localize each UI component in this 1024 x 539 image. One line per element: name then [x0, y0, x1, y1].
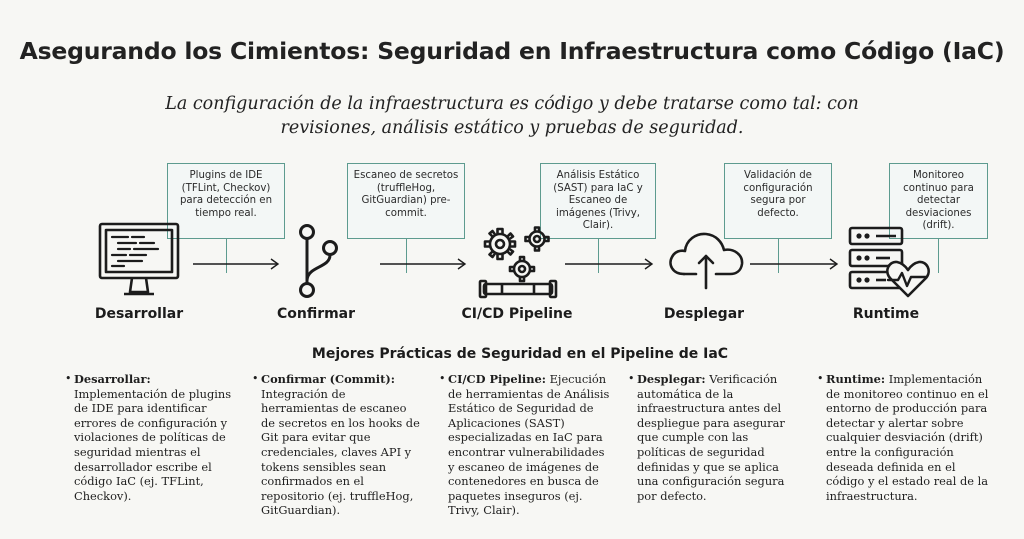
callout-runtime: Monitoreo continuo para detectar desviaciones (drift).: [889, 163, 988, 239]
page-subtitle: La configuración de la infraestructura es código y debe tratarse como tal: con revisiones, análisis estático y pruebas de seguridad.: [165, 94, 859, 138]
callout-desplegar: Validación de configuración segura por defecto.: [724, 163, 832, 239]
practice-desplegar: • Desplegar: Verificación automática de la infraestructura antes del despliegue para asegurar que cumple con las políticas de seguridad definidas y que se aplica una configuración segura por defecto.: [628, 372, 785, 503]
practice-confirmar: • Confirmar (Commit): Integración de herramientas de escaneo de secretos en los hooks de Git para evitar que credenciales, claves API y tokens sensibles sean confirmados en el repositorio (ej. truffleHog, GitGuardian).: [252, 372, 420, 518]
stage-label-cicd: CI/CD Pipeline: [461, 306, 573, 322]
practice-term: Confirmar (Commit):: [261, 372, 395, 386]
practice-runtime: • Runtime: Implementación de monitoreo continuo en el entorno de producción para detectar y alertar sobre cualquier desviación (drift) entre la configuración deseada definida en el código y el estado real de la infraestructura.: [817, 372, 989, 503]
callout-desarrollar: Plugins de IDE (TFLint, Checkov) para detección en tiempo real.: [167, 163, 285, 239]
callout-connector: [938, 239, 939, 273]
practice-term: Desplegar:: [637, 372, 706, 386]
practice-text: Implementación de monitoreo continuo en el entorno de producción para detectar y alertar sobre cualquier desviación (drift) entre la configuración deseada definida en el código y el estado real de la infraestructura.: [826, 372, 989, 503]
gears-pipe-icon: [478, 222, 558, 302]
cloud-upload-icon: [664, 228, 748, 292]
flow-arrow: [193, 256, 281, 272]
practice-desarrollar: • Desarrollar: Implementación de plugins de IDE para identificar errores de configuración y violaciones de políticas de seguridad mientras el desarrollador escribe el código IaC (ej. TFLint, Checkov).: [65, 372, 232, 503]
callout-confirmar: Escaneo de secretos (truffleHog, GitGuardian) pre-commit.: [347, 163, 465, 239]
monitor-code-icon: [96, 220, 182, 300]
stage-label-desarrollar: Desarrollar: [94, 306, 184, 322]
practice-cicd: • CI/CD Pipeline: Ejecución de herramientas de Análisis Estático de Seguridad de Aplicaciones (SAST) especializadas en IaC para encontrar vulnerabilidades y escaneo de imágenes de contenedores en busca de paquetes inseguros (ej. Trivy, Clair).: [439, 372, 610, 518]
stage-label-runtime: Runtime: [852, 306, 920, 322]
stage-label-confirmar: Confirmar: [276, 306, 356, 322]
flow-arrow: [380, 256, 468, 272]
flow-arrow: [750, 256, 840, 272]
practice-text: Integración de herramientas de escaneo de secretos en los hooks de Git para evitar que credenciales, claves API y tokens sensibles sean confirmados en el repositorio (ej. truffleHog, GitGuardian).: [261, 386, 420, 518]
git-branch-icon: [294, 222, 340, 302]
page-title: Asegurando los Cimientos: Seguridad en Infraestructura como Código (IaC): [19, 37, 1005, 65]
server-heartbeat-icon: [846, 224, 930, 300]
practice-text: Ejecución de herramientas de Análisis Estático de Seguridad de Aplicaciones (SAST) especializadas en IaC para encontrar vulnerabilidades y escaneo de imágenes de contenedores en busca de paquetes inseguros (ej. Trivy, Clair).: [448, 372, 610, 518]
practice-term: CI/CD Pipeline:: [448, 372, 546, 386]
flow-arrow: [565, 256, 655, 272]
practice-text: Implementación de plugins de IDE para identificar errores de configuración y violaciones de políticas de seguridad mientras el desarrollador escribe el código IaC (ej. TFLint, Checkov).: [74, 386, 232, 503]
practices-heading: Mejores Prácticas de Seguridad en el Pipeline de IaC: [311, 346, 729, 362]
practice-text: Verificación automática de la infraestructura antes del despliegue para asegurar que cumple con las políticas de seguridad definidas y que se aplica una configuración segura por defecto.: [637, 372, 785, 503]
callout-cicd: Análisis Estático (SAST) para IaC y Escaneo de imágenes (Trivy, Clair).: [540, 163, 656, 239]
stage-label-desplegar: Desplegar: [663, 306, 745, 322]
practice-term: Runtime:: [826, 372, 886, 386]
practice-term: Desarrollar:: [74, 372, 151, 386]
